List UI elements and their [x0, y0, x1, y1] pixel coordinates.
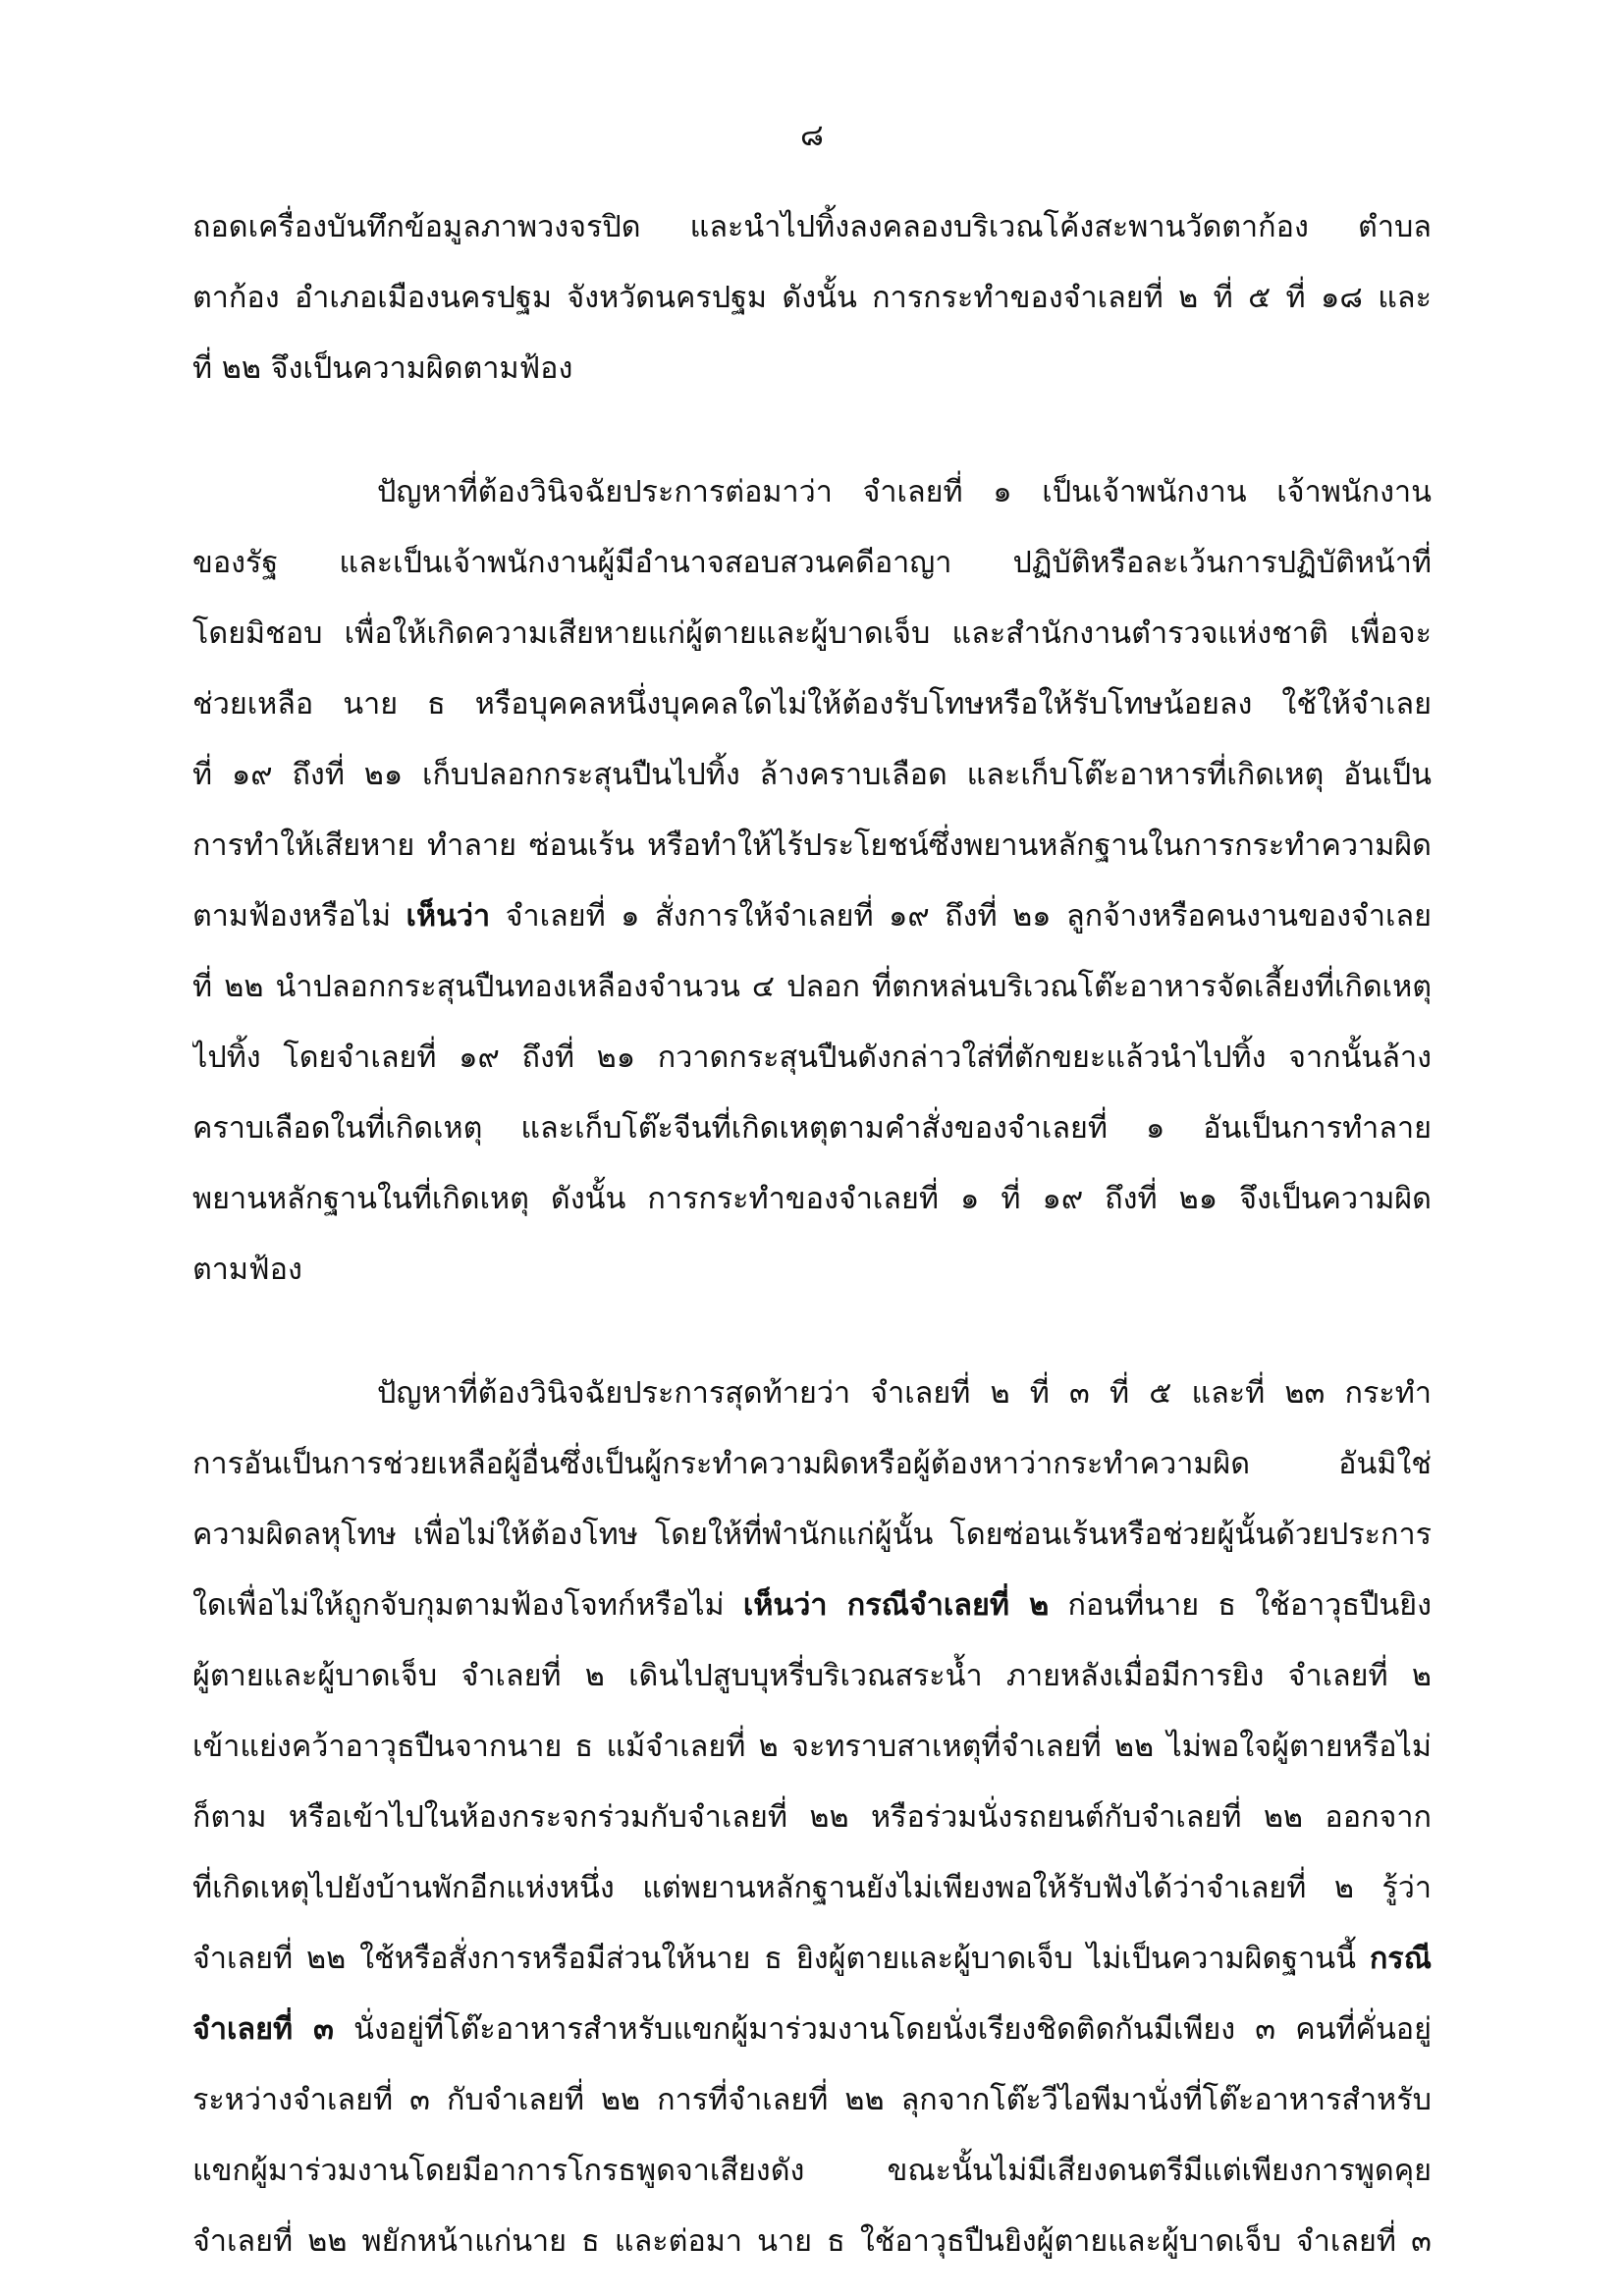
text-segment: ที่เกิดเหตุไปยังบ้านพักอีกแห่งหนึ่ง แต่พยานหลักฐานยังไม่เพียงพอให้รับฟังได้ว่าจำเลยที่ ๒ รู้ว่า [192, 1871, 1432, 1905]
bold-text: จำเลยที่ ๓ [192, 2012, 334, 2047]
text-segment: แขกผู้มาร่วมงานโดยมีอาการโกรธพูดจาเสียงดัง ขณะนั้นไม่มีเสียงดนตรีมีแต่เพียงการพูดคุย [192, 2154, 1432, 2188]
paragraph [192, 457, 1432, 1306]
text-line [192, 334, 1432, 404]
text-segment: การทำให้เสียหาย ทำลาย ซ่อนเร้น หรือทำให้ไร้ประโยชน์ซึ่งพยานหลักฐานในการกระทำความผิด [192, 828, 1432, 863]
bold-text: เห็นว่า กรณีจำเลยที่ ๒ [742, 1588, 1050, 1623]
text-line [192, 1641, 1432, 1712]
text-line [192, 669, 1432, 740]
text-segment: ไปทิ้ง โดยจำเลยที่ ๑๙ ถึงที่ ๒๑ กวาดกระสุนปืนดังกล่าวใส่ที่ตักขยะแล้วนำไปทิ้ง จากนั้นล้าง [192, 1041, 1432, 1075]
text-line [192, 1853, 1432, 1924]
text-segment: จำเลยที่ ๒๒ พยักหน้าแก่นาย ธ และต่อมา นาย ธ ใช้อาวุธปืนยิงผู้ตายและผู้บาดเจ็บ จำเลยที่ ๓ [192, 2224, 1432, 2259]
text-line [192, 1783, 1432, 1853]
text-segment: ที่ ๑๙ ถึงที่ ๒๑ เก็บปลอกกระสุนปืนไปทิ้ง ล้างคราบเลือด และเก็บโต๊ะอาหารที่เกิดเหตุ อันเป็น [192, 758, 1432, 792]
paragraph [192, 192, 1432, 404]
text-line [192, 1995, 1432, 2065]
text-line [192, 2207, 1432, 2277]
text-line [192, 599, 1432, 669]
text-line [192, 952, 1432, 1023]
text-line [192, 1235, 1432, 1306]
text-line [192, 528, 1432, 599]
text-segment: คราบเลือดในที่เกิดเหตุ และเก็บโต๊ะจีนที่เกิดเหตุตามคำสั่งของจำเลยที่ ๑ อันเป็นการทำลาย [192, 1111, 1432, 1146]
text-line [192, 1712, 1432, 1783]
text-segment: ปัญหาที่ต้องวินิจฉัยประการต่อมาว่า จำเลยที่ ๑ เป็นเจ้าพนักงาน เจ้าพนักงาน [377, 475, 1432, 509]
text-segment: ผู้ตายและผู้บาดเจ็บ จำเลยที่ ๒ เดินไปสูบบุหรี่บริเวณสระน้ำ ภายหลังเมื่อมีการยิง จำเลยที่ ๒ [192, 1659, 1432, 1693]
text-line [192, 263, 1432, 334]
text-segment: ที่ ๒๒ นำปลอกกระสุนปืนทองเหลืองจำนวน ๔ ปลอก ที่ตกหล่นบริเวณโต๊ะอาหารจัดเลี้ยงที่เกิดเหตุ [192, 970, 1432, 1004]
text-line [192, 1500, 1432, 1571]
text-segment: ตามฟ้องหรือไม่ [192, 899, 406, 934]
text-line [192, 881, 1432, 952]
text-line [192, 811, 1432, 881]
text-segment: ตาก้อง อำเภอเมืองนครปฐม จังหวัดนครปฐม ดังนั้น การกระทำของจำเลยที่ ๒ ที่ ๕ ที่ ๑๘ และ [192, 281, 1432, 315]
text-line [192, 1023, 1432, 1094]
text-segment: ของรัฐ และเป็นเจ้าพนักงานผู้มีอำนาจสอบสวนคดีอาญา ปฏิบัติหรือละเว้นการปฏิบัติหน้าที่ [192, 546, 1432, 580]
text-line [192, 2065, 1432, 2136]
text-segment: เข้าแย่งคว้าอาวุธปืนจากนาย ธ แม้จำเลยที่ ๒ จะทราบสาเหตุที่จำเลยที่ ๒๒ ไม่พอใจผู้ตายหรือไม่ [192, 1730, 1432, 1764]
text-segment: ใดเพื่อไม่ให้ถูกจับกุมตามฟ้องโจทก์หรือไม่ [192, 1588, 743, 1623]
text-line [192, 2136, 1432, 2207]
text-line [192, 457, 1432, 528]
text-segment: จำเลยที่ ๒๒ ใช้หรือสั่งการหรือมีส่วนให้นาย ธ ยิงผู้ตายและผู้บาดเจ็บ ไม่เป็นความผิดฐานนี้ [192, 1942, 1370, 1976]
text-segment: ก็ตาม หรือเข้าไปในห้องกระจกร่วมกับจำเลยที่ ๒๒ หรือร่วมนั่งรถยนต์กับจำเลยที่ ๒๒ ออกจาก [192, 1800, 1432, 1835]
bold-text: กรณี [1369, 1942, 1432, 1976]
text-segment: ตามฟ้อง [192, 1253, 302, 1287]
text-line [192, 1429, 1432, 1500]
text-line [192, 1359, 1432, 1429]
text-segment: ถอดเครื่องบันทึกข้อมูลภาพวงจรปิด และนำไปทิ้งลงคลองบริเวณโค้งสะพานวัดตาก้อง ตำบล [192, 210, 1432, 244]
page-number: ๘ [800, 118, 824, 153]
document-body [192, 192, 1432, 2277]
text-segment: ที่ ๒๒ จึงเป็นความผิดตามฟ้อง [192, 351, 573, 386]
text-line [192, 1164, 1432, 1235]
text-segment: พยานหลักฐานในที่เกิดเหตุ ดังนั้น การกระทำของจำเลยที่ ๑ ที่ ๑๙ ถึงที่ ๒๑ จึงเป็นความผิด [192, 1182, 1432, 1216]
text-line [192, 1094, 1432, 1164]
text-segment: นั่งอยู่ที่โต๊ะอาหารสำหรับแขกผู้มาร่วมงานโดยนั่งเรียงชิดติดกันมีเพียง ๓ คนที่คั่นอยู่ [333, 2012, 1432, 2047]
text-line [192, 1924, 1432, 1995]
text-segment: ระหว่างจำเลยที่ ๓ กับจำเลยที่ ๒๒ การที่จำเลยที่ ๒๒ ลุกจากโต๊ะวีไอพีมานั่งที่โต๊ะอาหารสำหรับ [192, 2083, 1432, 2117]
text-segment: การอันเป็นการช่วยเหลือผู้อื่นซึ่งเป็นผู้กระทำความผิดหรือผู้ต้องหาว่ากระทำความผิด อันมิใช่ [192, 1447, 1432, 1481]
text-line [192, 1571, 1432, 1641]
text-segment: ก่อนที่นาย ธ ใช้อาวุธปืนยิง [1049, 1588, 1432, 1623]
text-segment: ช่วยเหลือ นาย ธ หรือบุคคลหนึ่งบุคคลใดไม่ให้ต้องรับโทษหรือให้รับโทษน้อยลง ใช้ให้จำเลย [192, 687, 1432, 721]
text-segment: ความผิดลหุโทษ เพื่อไม่ให้ต้องโทษ โดยให้ที่พำนักแก่ผู้นั้น โดยซ่อนเร้นหรือช่วยผู้นั้นด้วยประการ [192, 1518, 1432, 1552]
text-segment: ปัญหาที่ต้องวินิจฉัยประการสุดท้ายว่า จำเลยที่ ๒ ที่ ๓ ที่ ๕ และที่ ๒๓ กระทำ [377, 1376, 1432, 1411]
text-line [192, 192, 1432, 263]
text-segment: จำเลยที่ ๑ สั่งการให้จำเลยที่ ๑๙ ถึงที่ ๒๑ ลูกจ้างหรือคนงานของจำเลย [490, 899, 1432, 934]
text-line [192, 740, 1432, 811]
bold-text: เห็นว่า [406, 899, 491, 934]
text-segment: โดยมิชอบ เพื่อให้เกิดความเสียหายแก่ผู้ตายและผู้บาดเจ็บ และสำนักงานตำรวจแห่งชาติ เพื่อจะ [192, 616, 1432, 651]
paragraph [192, 1359, 1432, 2277]
